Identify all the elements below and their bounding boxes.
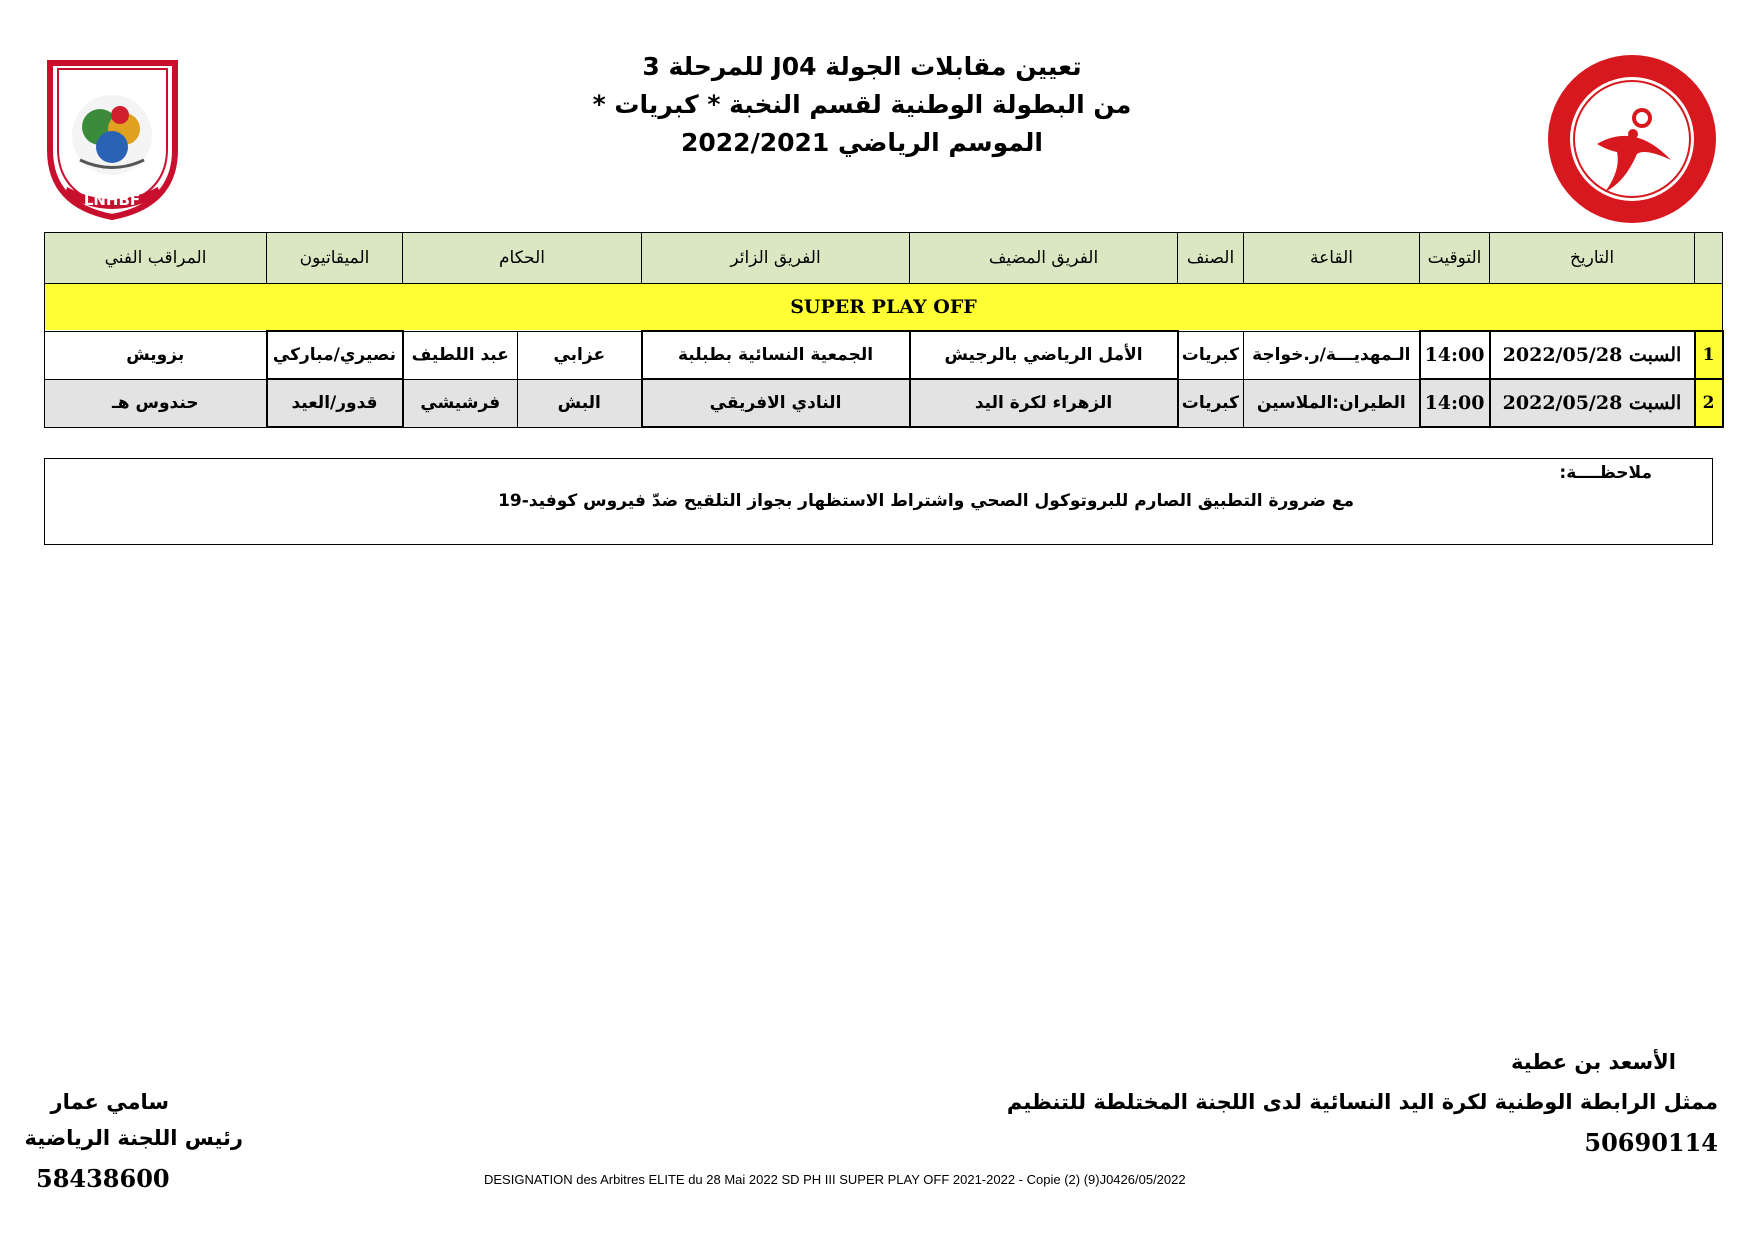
match-time: 14:00 <box>1420 331 1490 379</box>
title-line-1: تعيين مقابلات الجولة J04 للمرحلة 3 <box>642 52 1082 81</box>
fth-logo <box>1545 52 1720 227</box>
phase-band: SUPER PLAY OFF <box>45 284 1723 332</box>
col-header-date: التاريخ <box>1490 233 1695 284</box>
note-text: مع ضرورة التطبيق الصارم للبروتوكول الصحي واشتراط الاستظهار بجواز التلقيح ضدّ فيروس كوفيد-19 <box>498 491 1354 511</box>
referee-1: البش <box>518 379 642 427</box>
row-number: 2 <box>1695 379 1723 427</box>
col-header-referees: الحكام <box>403 233 642 284</box>
col-header-time: التوقيت <box>1420 233 1490 284</box>
col-header-num <box>1695 233 1723 284</box>
row-number: 1 <box>1695 331 1723 379</box>
right-signatory-name: الأسعد بن عطية <box>1511 1050 1676 1074</box>
table-header-row <box>45 233 1723 284</box>
match-date: السبت 2022/05/28 <box>1490 331 1695 379</box>
table-row <box>45 379 1723 427</box>
col-header-host: الفريق المضيف <box>910 233 1178 284</box>
match-category: كبريات <box>1178 379 1244 427</box>
visitor-team: النادي الافريقي <box>642 379 910 427</box>
lnhbf-logo-text: LNHBF <box>83 191 141 209</box>
left-signatory-title: رئيس اللجنة الرياضية <box>24 1126 243 1150</box>
left-signatory-name: سامي عمار <box>50 1090 169 1114</box>
timekeepers: نصيري/مباركي <box>267 331 403 379</box>
title-line-2: من البطولة الوطنية لقسم النخبة * كبريات * <box>592 90 1132 119</box>
host-team: الزهراء لكرة اليد <box>910 379 1178 427</box>
col-header-category: الصنف <box>1178 233 1244 284</box>
note-label: ملاحظــــة: <box>1559 463 1652 483</box>
referee-2: عبد اللطيف <box>403 331 518 379</box>
schedule-table <box>44 232 1724 428</box>
document-footer: DESIGNATION des Arbitres ELITE du 28 Mai 2022 SD PH III SUPER PLAY OFF 2021-2022 - Copie (2) (9)J0426/05/2022 <box>484 1172 1186 1187</box>
col-header-visitor: الفريق الزائر <box>642 233 910 284</box>
col-header-venue: القاعة <box>1244 233 1420 284</box>
phase-band-row <box>45 284 1723 332</box>
match-category: كبريات <box>1178 331 1244 379</box>
host-team: الأمل الرياضي بالرجيش <box>910 331 1178 379</box>
match-venue: الطيران:الملاسين <box>1244 379 1420 427</box>
supervisor: حندوس هـ <box>45 379 267 427</box>
referee-2: فرشيشي <box>403 379 518 427</box>
referee-1: عزابي <box>518 331 642 379</box>
col-header-supervisor: المراقب الفني <box>45 233 267 284</box>
title-line-3: الموسم الرياضي 2022/2021 <box>680 128 1044 157</box>
page-title <box>0 48 1754 162</box>
left-signatory-phone: 58438600 <box>36 1164 170 1193</box>
match-time: 14:00 <box>1420 379 1490 427</box>
match-date: السبت 2022/05/28 <box>1490 379 1695 427</box>
note-box <box>44 458 1713 545</box>
timekeepers: قدور/العيد <box>267 379 403 427</box>
right-signatory-title: ممثل الرابطة الوطنية لكرة اليد النسائية لدى اللجنة المختلطة للتنظيم <box>1006 1090 1718 1114</box>
lnhbf-logo <box>40 55 185 220</box>
match-venue: الـمهديـــة/ر.خواجة <box>1244 331 1420 379</box>
visitor-team: الجمعية النسائية بطبلبة <box>642 331 910 379</box>
supervisor: بزويش <box>45 331 267 379</box>
col-header-timekeepers: الميقاتيون <box>267 233 403 284</box>
right-signatory-phone: 50690114 <box>1584 1128 1718 1157</box>
table-row <box>45 331 1723 379</box>
